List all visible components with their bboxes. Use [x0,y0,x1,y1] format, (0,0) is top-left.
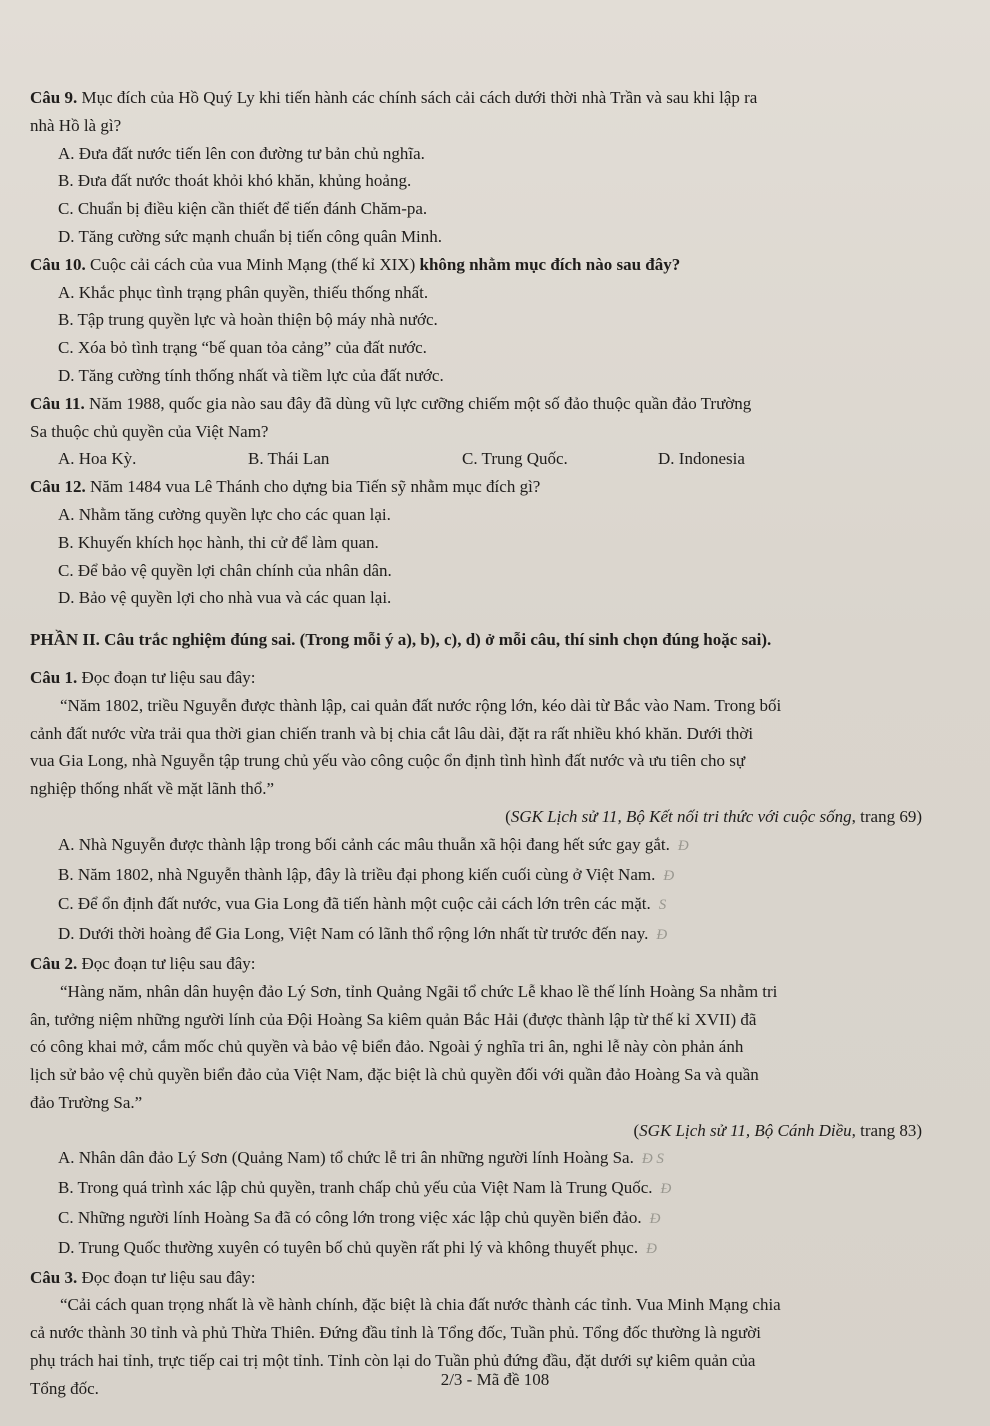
question-title: Câu 12. Năm 1484 vua Lê Thánh cho dựng bia Tiến sỹ nhằm mục đích gì? [30,477,541,497]
page-footer: 2/3 - Mã đề 108 [440,1370,550,1389]
passage-line: “Năm 1802, triều Nguyễn được thành lập, cai quản đất nước rộng lớn, kéo dài từ Bắc vào Nam. Trong bối [60,695,782,715]
statement-d: D. Dưới thời hoàng để Gia Long, Việt Nam có lãnh thổ rộng lớn nhất từ trước đến nay. Đ [30,920,930,950]
question-12 [30,473,930,612]
passage-line: cả nước thành 30 tỉnh và phủ Thừa Thiên. Đứng đầu tỉnh là Tổng đốc, Tuần phủ. Tổng đốc thường là người [30,1323,761,1343]
passage-line: ân, tưởng niệm những người lính của Đội Hoàng Sa kiêm quản Bắc Hải (được thành lập từ thế kỉ XVII) đã [30,1009,757,1029]
statement-a: A. Nhà Nguyễn được thành lập trong bối cảnh các mâu thuẫn xã hội đang hết sức gay gắt. Đ [30,831,930,861]
passage-line: có công khai mở, cắm mốc chủ quyền và bảo vệ biển đảo. Ngoài ý nghĩa tri ân, nghi lễ này còn phản ánh [30,1037,744,1057]
question-9 [30,84,930,251]
handwritten-mark: Đ [660,1181,672,1198]
handwritten-mark: Đ [649,1211,661,1228]
passage-line: “Cải cách quan trọng nhất là về hành chính, đặc biệt là chia đất nước thành các tỉnh. Vua Minh Mạng chia [60,1295,781,1315]
handwritten-mark: S [658,897,667,914]
option-c: C. Trung Quốc. [462,449,568,469]
handwritten-mark: Đ [677,837,689,854]
option-a: A. Khắc phục tình trạng phân quyền, thiếu thống nhất. [58,282,429,302]
option-a: A. Hoa Kỳ. [58,449,137,469]
option-c: C. Xóa bỏ tình trạng “bế quan tỏa cảng” của đất nước. [58,338,427,358]
passage-line: đảo Trường Sa.” [30,1092,143,1112]
handwritten-mark: Đ [663,867,675,884]
passage [30,692,930,803]
question-title-cont: nhà Hồ là gì? [30,115,122,135]
source-citation: (SGK Lịch sử 11, Bộ Cánh Diều, trang 83) [633,1120,922,1140]
question-title: Câu 3. Đọc đoạn tư liệu sau đây: [30,1267,256,1287]
statement-c: C. Những người lính Hoàng Sa đã có công lớn trong việc xác lập chủ quyền biển đảo. Đ [30,1204,930,1234]
tf-question-1 [30,664,930,950]
option-d: D. Indonesia [658,449,745,469]
passage-line: Tổng đốc. [30,1378,99,1398]
option-c: C. Để bảo vệ quyền lợi chân chính của nhân dân. [58,560,392,580]
passage-line: “Hàng năm, nhân dân huyện đảo Lý Sơn, tỉnh Quảng Ngãi tổ chức Lễ khao lề thế lính Hoàng Sa nhằm tri [60,981,778,1001]
question-title: Câu 11. Năm 1988, quốc gia nào sau đây đã dùng vũ lực cưỡng chiếm một số đảo thuộc quần đảo Trường [30,393,752,413]
question-title: Câu 10. Cuộc cải cách của vua Minh Mạng (thế kỉ XIX) không nhằm mục đích nào sau đây? [30,254,681,274]
passage-line: nghiệp thống nhất về mặt lãnh thổ.” [30,779,275,799]
passage-line: phụ trách hai tỉnh, trực tiếp cai trị một tỉnh. Tỉnh còn lại do Tuần phủ đứng đầu, đặt dưới sự kiêm quản của [30,1351,756,1371]
statement-a: A. Nhân dân đảo Lý Sơn (Quảng Nam) tổ chức lễ tri ân những người lính Hoàng Sa. Đ S [30,1144,930,1174]
tf-question-2 [30,950,930,1264]
handwritten-mark: Đ S [641,1151,664,1168]
question-10 [30,251,930,390]
option-b: B. Tập trung quyền lực và hoàn thiện bộ máy nhà nước. [58,310,438,330]
option-d: D. Tăng cường tính thống nhất và tiềm lực của đất nước. [58,365,444,385]
statement-d: D. Trung Quốc thường xuyên có tuyên bố chủ quyền rất phi lý và không thuyết phục. Đ [30,1234,930,1264]
options-row [30,445,930,473]
part-2-title: PHẦN II. Câu trắc nghiệm đúng sai. (Trong mỗi ý a), b), c), d) ở mỗi câu, thí sinh chọn đúng hoặc sai). [30,630,772,650]
passage-line: vua Gia Long, nhà Nguyễn tập trung chủ yếu vào công cuộc ổn định tình hình đất nước và ưu tiên cho sự [30,751,746,771]
passage [30,978,930,1117]
statement-b: B. Năm 1802, nhà Nguyễn thành lập, đây là triều đại phong kiến cuối cùng ở Việt Nam. Đ [30,861,930,891]
question-title: Câu 2. Đọc đoạn tư liệu sau đây: [30,953,256,973]
option-b: B. Khuyến khích học hành, thi cử để làm quan. [58,532,379,552]
option-c: C. Chuẩn bị điều kiện cần thiết để tiến đánh Chăm-pa. [58,199,428,219]
handwritten-mark: Đ [646,1240,657,1257]
option-a: A. Đưa đất nước tiến lên con đường tư bản chủ nghĩa. [58,143,425,163]
passage-line: lịch sử bảo vệ chủ quyền biển đảo của Việt Nam, đặc biệt là chủ quyền đối với quần đảo Hoàng Sa và quần [30,1065,759,1085]
handwritten-mark: Đ [656,927,668,944]
statement-b: B. Trong quá trình xác lập chủ quyền, tranh chấp chủ yếu của Việt Nam là Trung Quốc. Đ [30,1174,930,1204]
source-citation: (SGK Lịch sử 11, Bộ Kết nối tri thức với cuộc sống, trang 69) [505,806,922,826]
passage-line: cảnh đất nước vừa trải qua thời gian chiến tranh và bị chia cắt lâu dài, đặt ra rất nhiều khó khăn. Dưới thời [30,723,754,743]
question-title: Câu 1. Đọc đoạn tư liệu sau đây: [30,667,256,687]
option-d: D. Tăng cường sức mạnh chuẩn bị tiến công quân Minh. [58,226,443,246]
option-a: A. Nhằm tăng cường quyền lực cho các quan lại. [58,504,391,524]
option-b: B. Đưa đất nước thoát khỏi khó khăn, khủng hoảng. [58,171,412,191]
option-d: D. Bảo vệ quyền lợi cho nhà vua và các quan lại. [58,588,392,608]
question-title: Câu 9. Mục đích của Hồ Quý Ly khi tiến hành các chính sách cải cách dưới thời nhà Trần và sau khi lập ra [30,88,758,107]
statement-c: C. Để ổn định đất nước, vua Gia Long đã tiến hành một cuộc cải cách lớn trên các mặt. S [30,890,930,920]
option-b: B. Thái Lan [248,449,330,469]
question-title-cont: Sa thuộc chủ quyền của Việt Nam? [30,421,269,441]
question-11 [30,390,930,473]
